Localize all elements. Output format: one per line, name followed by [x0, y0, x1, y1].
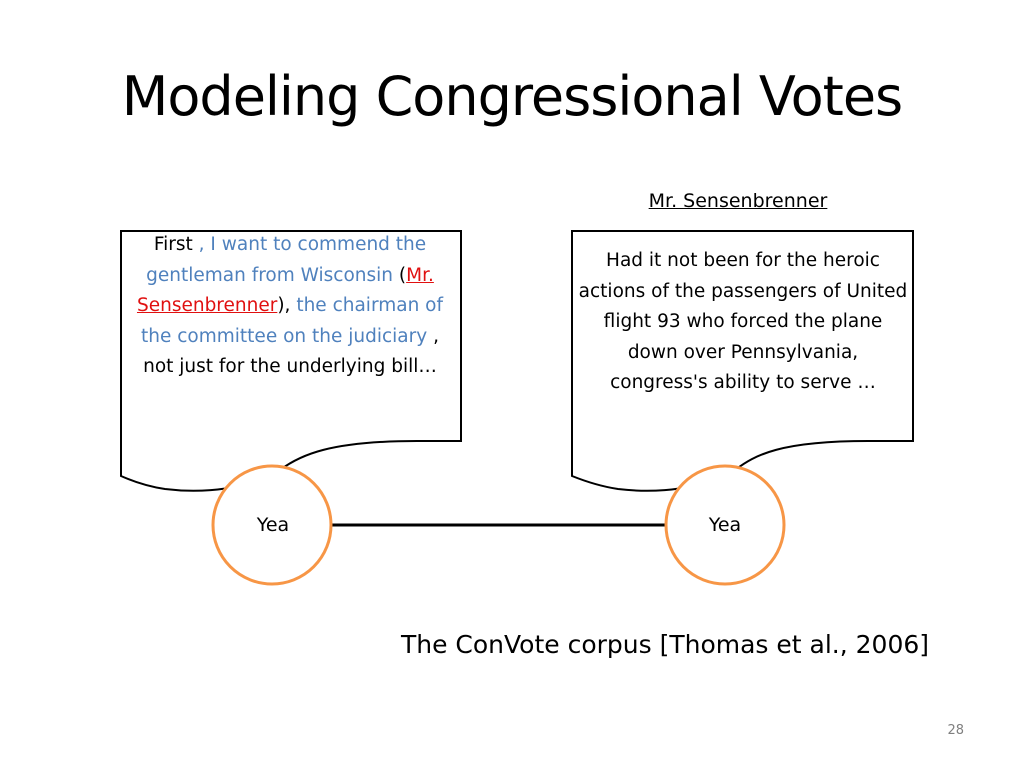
citation-text: The ConVote corpus [Thomas et al., 2006] — [400, 630, 930, 659]
speaker-mention-link: Mr. Sensenbrenner — [136, 264, 434, 316]
left-text-close-paren: ), — [277, 295, 291, 316]
left-text-chairman: the chairman of the committee on the judiciary — [141, 295, 444, 347]
page-number: 28 — [947, 723, 964, 738]
vote-node-left-label: Yea — [256, 514, 290, 536]
left-text-first: First — [153, 234, 193, 255]
vote-node-right-label: Yea — [708, 514, 742, 536]
left-text-commend: , I want to commend the gentleman from Wisconsin — [146, 234, 427, 286]
right-document-text: Had it not been for the heroic actions of the passengers of United flight 93 who forced the plane down over Pennsylvania, congress's ability to serve … — [578, 250, 908, 393]
slide-title: Modeling Congressional Votes — [121, 65, 903, 128]
left-text-open-paren: ( — [398, 264, 407, 286]
left-document-text — [125, 230, 455, 383]
left-text-rest: , not just for the underlying bill… — [143, 325, 439, 377]
speaker-label: Mr. Sensenbrenner — [648, 190, 828, 212]
